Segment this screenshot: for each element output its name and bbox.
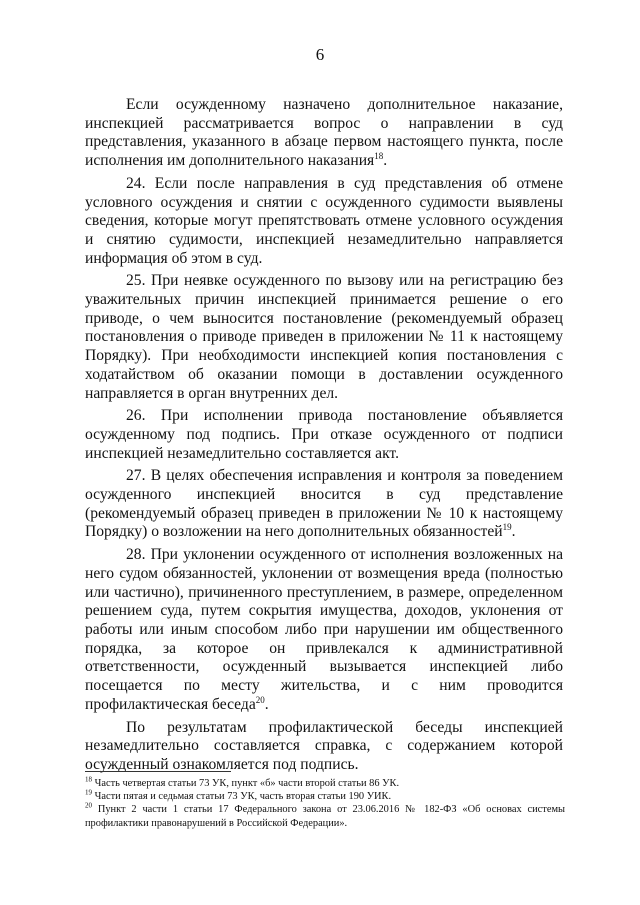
paragraph-24 (85, 175, 563, 269)
page-number: 6 (315, 45, 325, 64)
paragraph-tail: . (264, 695, 269, 713)
paragraph-26 (85, 407, 563, 463)
footnotes (85, 777, 565, 830)
paragraph-text: 26. При исполнении привода постановление объявляется осужденному под подпись. При отказе осужденного от подписи инспекцией незамедлительно составляется акт. (85, 407, 563, 462)
paragraph-27 (85, 467, 563, 542)
footnote-18 (85, 777, 565, 790)
document-body (85, 96, 563, 779)
footnote-number: 20 (85, 801, 92, 810)
footnote-ref: 20 (255, 694, 265, 705)
footnote-ref: 19 (502, 522, 512, 533)
footnote-text: Часть четвертая статьи 73 УК, пункт «б» части второй статьи 86 УК. (92, 778, 400, 789)
footnote-ref: 18 (374, 150, 384, 161)
paragraph-text: 24. Если после направления в суд представления об отмене условного осуждения и снятии с осужденного судимости выявлены сведения, которые могут препятствовать отмене условного осуждения и снятию судимости, инспекцией незамедлительно направляется информация об этом в суд. (85, 174, 563, 267)
paragraph-tail: . (383, 152, 388, 170)
paragraph-text: 27. В целях обеспечения исправления и контроля за поведением осужденного инспекцией вносится в суд представление (рекомендуемый образец приведен в приложении № 10 к настоящему Порядку) о возложении на него дополнительных обязанностей (85, 467, 563, 541)
paragraph-tail: . (511, 523, 516, 541)
paragraph-text: Если осужденному назначено дополнительное наказание, инспекцией рассматривается вопрос о направлении в суд представления, указанного в абзаце первом настоящего пункта, после исполнения им дополнительного наказания (85, 96, 563, 170)
paragraph-28-continuation (85, 719, 563, 775)
footnote-number: 18 (85, 775, 92, 784)
footnote-text: Части пятая и седьмая статьи 73 УК, часть вторая статьи 190 УИК. (92, 791, 392, 803)
footnote-separator (85, 771, 231, 772)
footnote-number: 19 (85, 788, 92, 797)
paragraph-text: По результатам профилактической беседы инспекцией незамедлительно составляется справка, с содержанием которой осужденный ознакомляется под подпись. (85, 718, 563, 773)
footnote-text: Пункт 2 части 1 статьи 17 Федерального закона от 23.06.2016 № 182-ФЗ «Об основах системы профилактики правонарушений в Российской Федерации». (85, 804, 565, 829)
paragraph-text: 28. При уклонении осужденного от исполнения возложенных на него судом обязанностей, уклонении от возмещения вреда (полностью или частично), причиненного преступлением, в размере, определенном решением суда, путем сокрытия имущества, доходов, уклонения от работы или иным способом либо при нарушении им общественного порядка, за которое он привлекался к административной ответственности, осужденный вызывается инспекцией либо посещается по месту жительства, и с ним проводится профилактическая беседа (85, 546, 563, 713)
paragraph-text: 25. При неявке осужденного по вызову или на регистрацию без уважительных причин инспекцией принимается решение о его приводе, о чем выносится постановление (рекомендуемый образец постановления о приводе приведен в приложении № 11 к настоящему Порядку). При необходимости инспекцией копия постановления с ходатайством об оказании помощи в доставлении осужденного направляется в орган внутренних дел. (85, 272, 563, 402)
paragraph-25 (85, 272, 563, 403)
paragraph-28 (85, 546, 563, 714)
paragraph-23-continuation (85, 96, 563, 171)
footnote-20 (85, 803, 565, 829)
footnote-19 (85, 790, 565, 803)
